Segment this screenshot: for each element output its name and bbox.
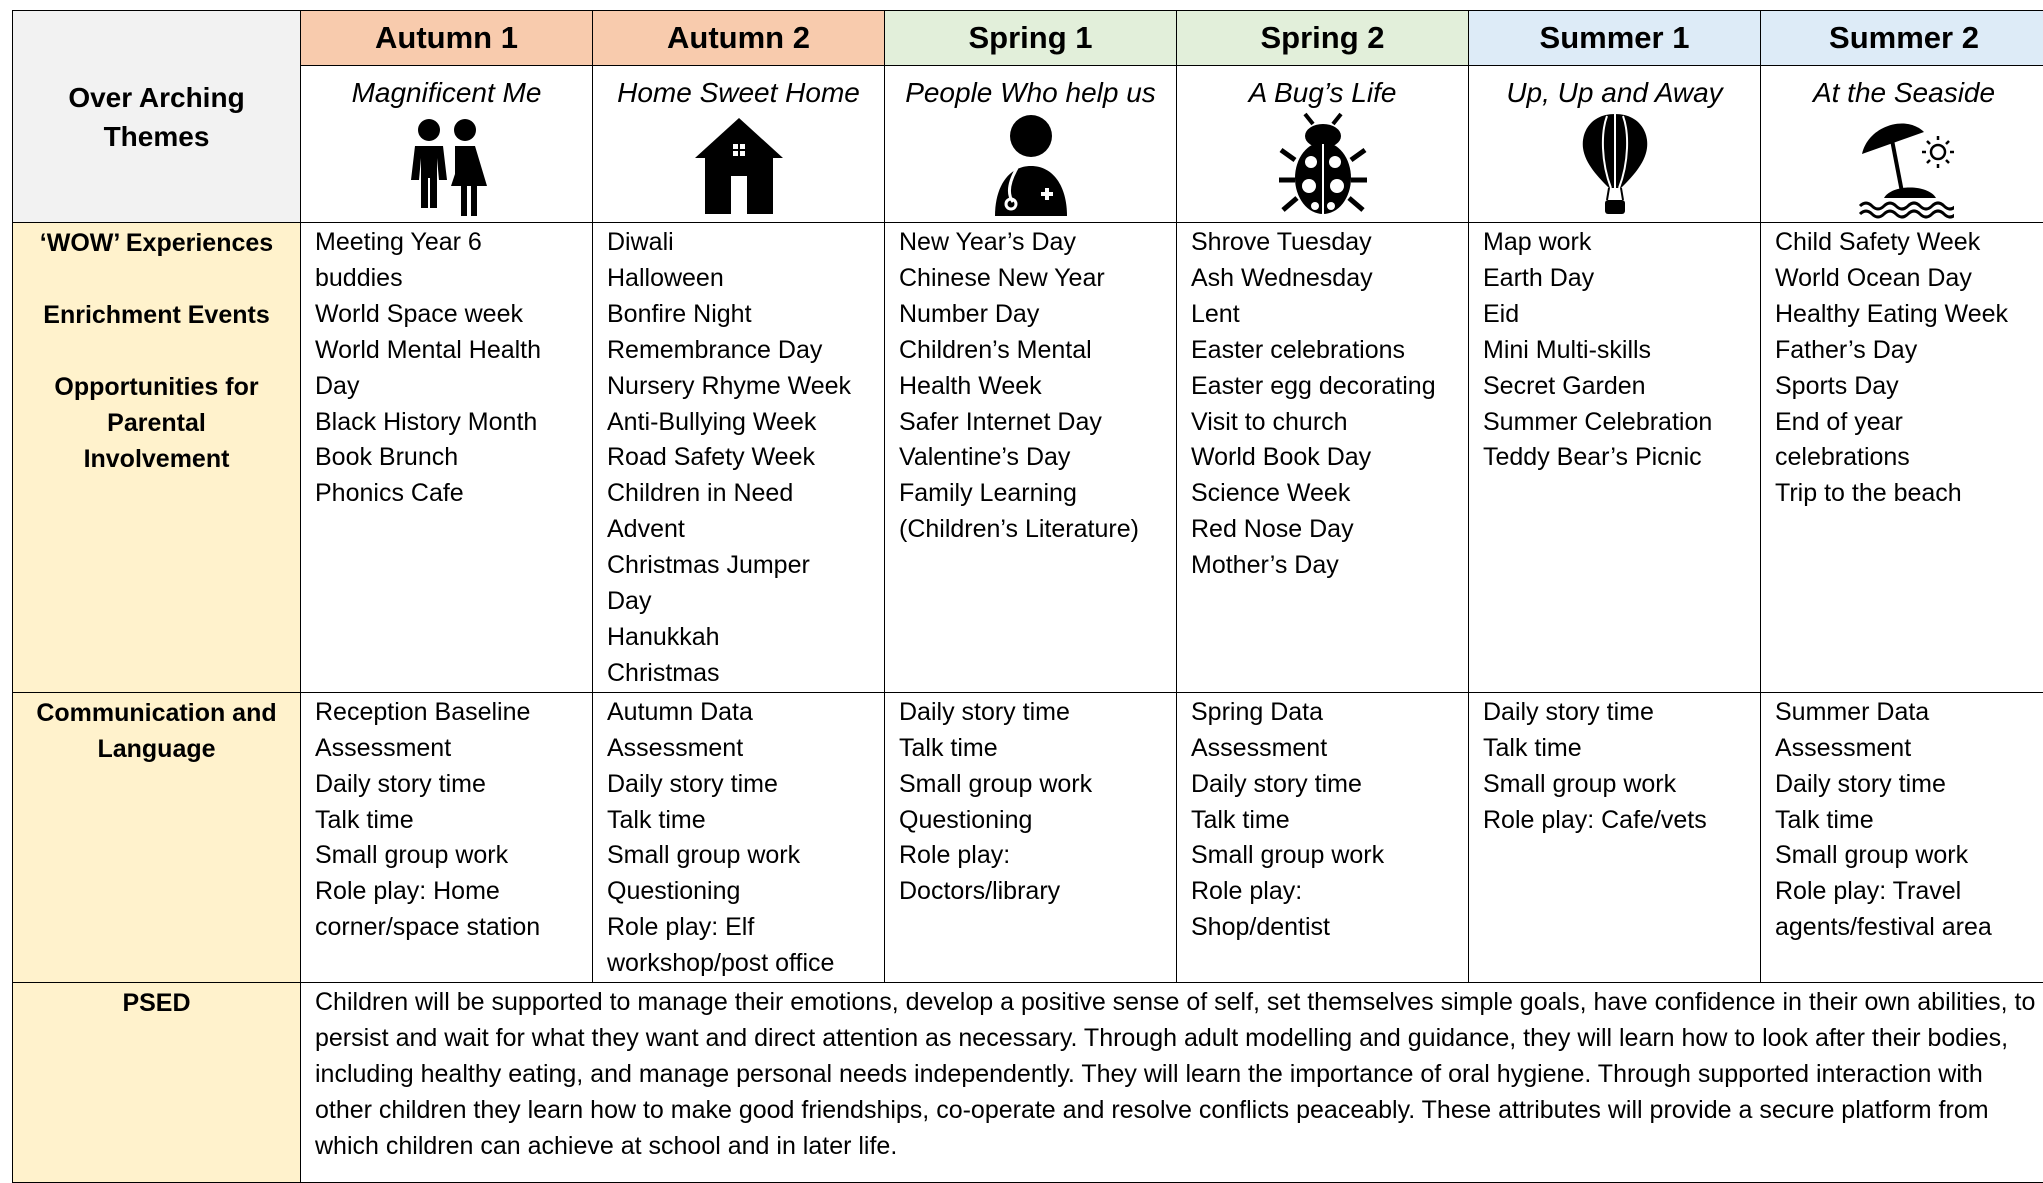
theme-cell-summer-2 bbox=[1761, 66, 2043, 223]
psed-description: Children will be supported to manage their emotions, develop a positive sense of self, set themselves simple goals, have confidence in their own abilities, to persist and wait for what they want and direct attention as necessary. Through adult modelling and guidance, they will learn how to look after their bodies, including healthy eating, and manage personal needs independently. They will learn the importance of oral hygiene. Through supported interaction with other children they learn how to make good friendships, co-operate and resolve conflicts peaceably. These attributes will provide a secure platform from which children can achieve at school and in later life. bbox=[301, 983, 2043, 1183]
cl-cell-autumn-1: Reception Baseline Assessment Daily story time Talk time Small group work Role play: Home corner/space station bbox=[301, 692, 593, 982]
theme-name: Magnificent Me bbox=[301, 76, 592, 110]
theme-cell-autumn-2 bbox=[593, 66, 885, 223]
wow-cell-spring-1: New Year’s Day Chinese New Year Number Day Children’s Mental Health Week Safer Internet Day Valentine’s Day Family Learning (Children’s Literature) bbox=[885, 223, 1177, 693]
wow-label: ‘WOW’ Experiences bbox=[13, 225, 300, 261]
theme-name: A Bug’s Life bbox=[1177, 76, 1468, 110]
beach-umbrella-icon bbox=[1854, 110, 1954, 220]
ladybug-icon bbox=[1273, 110, 1373, 220]
theme-cell-spring-2 bbox=[1177, 66, 1469, 223]
enrichment-label: Enrichment Events bbox=[13, 297, 300, 333]
cl-cell-summer-2: Summer Data Assessment Daily story time Talk time Small group work Role play: Travel agents/festival area bbox=[1761, 692, 2043, 982]
children-icon bbox=[397, 110, 497, 220]
term-header-spring-1: Spring 1 bbox=[885, 11, 1177, 66]
wow-cell-spring-2: Shrove Tuesday Ash Wednesday Lent Easter celebrations Easter egg decorating Visit to church World Book Day Science Week Red Nose Day Mother’s Day bbox=[1177, 223, 1469, 693]
theme-name: Up, Up and Away bbox=[1469, 76, 1760, 110]
term-header-summer-1: Summer 1 bbox=[1469, 11, 1761, 66]
term-header-summer-2: Summer 2 bbox=[1761, 11, 2043, 66]
theme-cell-summer-1 bbox=[1469, 66, 1761, 223]
wow-experiences-label bbox=[13, 223, 301, 693]
theme-cell-autumn-1 bbox=[301, 66, 593, 223]
communication-language-label: Communication and Language bbox=[13, 692, 301, 982]
cl-cell-autumn-2: Autumn Data Assessment Daily story time Talk time Small group work Questioning Role play: Elf workshop/post office bbox=[593, 692, 885, 982]
theme-name: Home Sweet Home bbox=[593, 76, 884, 110]
term-header-autumn-2: Autumn 2 bbox=[593, 11, 885, 66]
hot-air-balloon-icon bbox=[1565, 110, 1665, 220]
parental-involvement-label: Opportunities for Parental Involvement bbox=[13, 369, 300, 477]
term-header-autumn-1: Autumn 1 bbox=[301, 11, 593, 66]
psed-label: PSED bbox=[13, 983, 301, 1183]
wow-cell-summer-2: Child Safety Week World Ocean Day Healthy Eating Week Father’s Day Sports Day End of year celebrations Trip to the beach bbox=[1761, 223, 2043, 693]
theme-name: At the Seaside bbox=[1761, 76, 2043, 110]
cl-cell-summer-1: Daily story time Talk time Small group work Role play: Cafe/vets bbox=[1469, 692, 1761, 982]
wow-cell-autumn-2: Diwali Halloween Bonfire Night Remembrance Day Nursery Rhyme Week Anti-Bullying Week Road Safety Week Children in Need Advent Christmas Jumper Day Hanukkah Christmas bbox=[593, 223, 885, 693]
wow-cell-autumn-1: Meeting Year 6 buddies World Space week World Mental Health Day Black History Month Book Brunch Phonics Cafe bbox=[301, 223, 593, 693]
overarching-themes-label: Over Arching Themes bbox=[13, 11, 301, 223]
curriculum-plan-table bbox=[12, 10, 2043, 1183]
house-icon bbox=[689, 110, 789, 220]
term-header-spring-2: Spring 2 bbox=[1177, 11, 1469, 66]
theme-name: People Who help us bbox=[885, 76, 1176, 110]
doctor-icon bbox=[981, 110, 1081, 220]
wow-cell-summer-1: Map work Earth Day Eid Mini Multi-skills Secret Garden Summer Celebration Teddy Bear’s Picnic bbox=[1469, 223, 1761, 693]
cl-cell-spring-1: Daily story time Talk time Small group work Questioning Role play: Doctors/library bbox=[885, 692, 1177, 982]
cl-cell-spring-2: Spring Data Assessment Daily story time Talk time Small group work Role play: Shop/dentist bbox=[1177, 692, 1469, 982]
theme-cell-spring-1 bbox=[885, 66, 1177, 223]
